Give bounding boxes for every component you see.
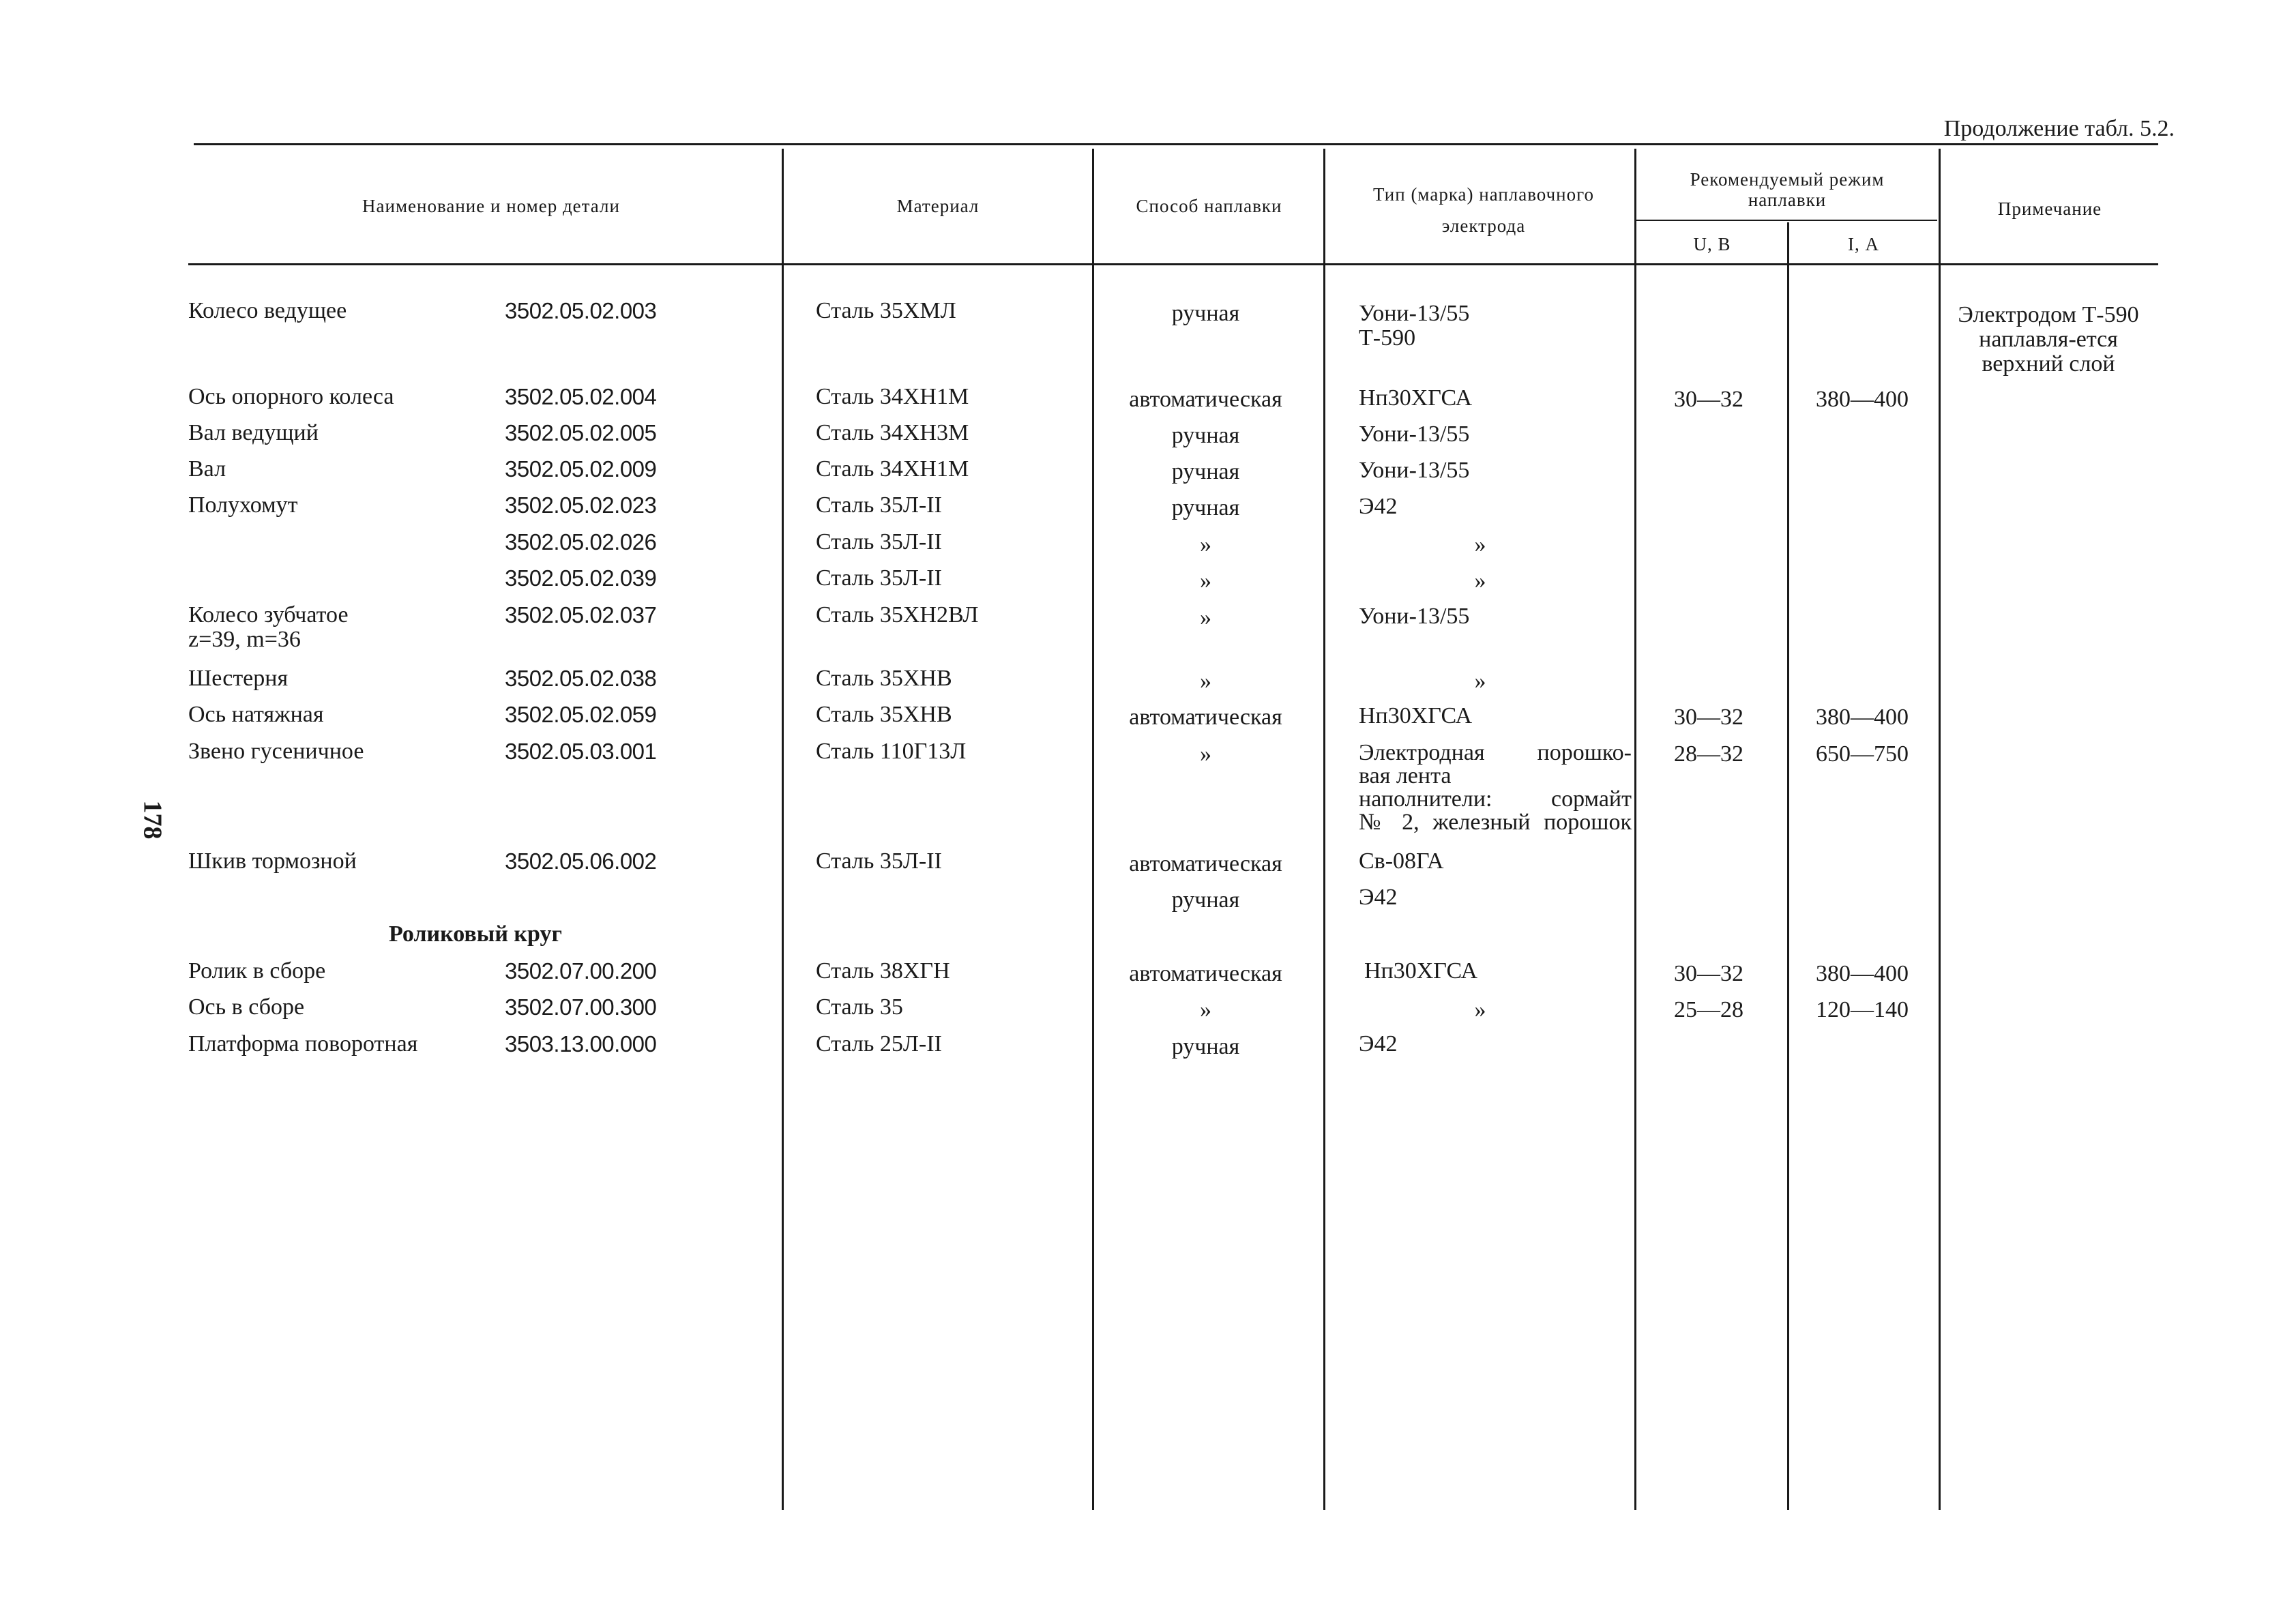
electrode: Уони-13/55 (1359, 301, 1470, 326)
electrode-line-2: вая лента (1359, 763, 1452, 788)
material: Сталь 38ХГН (816, 958, 950, 984)
method: » (1200, 668, 1211, 694)
material: Сталь 35Л-II (816, 848, 942, 874)
material: Сталь 35Л-II (816, 529, 942, 555)
current: 120—140 (1816, 997, 1909, 1022)
note: Электродом Т-590 наплавля-ется верхний слой (1958, 302, 2139, 376)
header-method: Способ наплавки (1136, 196, 1282, 216)
voltage: 30—32 (1674, 961, 1743, 986)
method: » (1200, 997, 1211, 1022)
voltage: 28—32 (1674, 741, 1743, 767)
part-number: 3502.05.02.026 (505, 529, 657, 555)
part-name: Шестерня (188, 666, 289, 691)
method: автоматическая (1129, 961, 1282, 986)
column-divider-mode (1634, 149, 1636, 1510)
method: ручная (1171, 423, 1240, 448)
electrode: Э42 (1359, 1031, 1398, 1056)
part-name: Ролик в сборе (188, 958, 326, 984)
material: Сталь 35 (816, 994, 903, 1020)
header-name-number: Наименование и номер детали (362, 196, 620, 216)
method: » (1200, 532, 1211, 557)
part-number: 3502.05.02.009 (505, 456, 657, 482)
electrode: Нп30ХГСА (1359, 385, 1473, 411)
electrode: » (1474, 668, 1486, 694)
voltage: 30—32 (1674, 705, 1743, 730)
method: автоматическая (1129, 851, 1282, 876)
part-number: 3502.05.02.005 (505, 420, 657, 445)
column-divider-u-i (1787, 222, 1789, 1510)
part-number: 3502.07.00.300 (505, 994, 657, 1020)
part-name: Платформа поворотная (188, 1031, 418, 1056)
method: » (1200, 605, 1211, 630)
header-note: Примечание (1997, 198, 2102, 219)
part-name: Шкив тормозной (188, 848, 357, 874)
part-name: Вал ведущий (188, 420, 319, 445)
method: ручная (1171, 887, 1240, 913)
column-divider-material (782, 149, 784, 1510)
electrode: Уони-13/55 (1359, 422, 1470, 447)
material: Сталь 35Л-II (816, 565, 942, 591)
method: ручная (1171, 1034, 1240, 1059)
voltage: 25—28 (1674, 997, 1743, 1022)
table-continuation-label: Продолжение табл. 5.2. (1943, 116, 2175, 141)
header-material: Материал (896, 196, 980, 216)
method: автоматическая (1129, 387, 1282, 412)
section-heading: Роликовый круг (389, 921, 562, 947)
part-number: 3502.05.02.003 (505, 298, 657, 323)
part-number: 3502.05.03.001 (505, 739, 657, 764)
header-i: I, А (1848, 234, 1879, 254)
voltage: 30—32 (1674, 387, 1743, 412)
method: ручная (1171, 301, 1240, 326)
mode-subheader-rule (1636, 220, 1937, 221)
electrode: Св-08ГА (1359, 848, 1444, 874)
electrode: Нп30ХГСА (1364, 958, 1478, 984)
material: Сталь 34ХН1М (816, 456, 969, 482)
part-number: 3502.05.02.023 (505, 492, 657, 518)
electrode-line-1: Электродная порошко- (1359, 740, 1632, 765)
current: 380—400 (1816, 705, 1909, 730)
part-name: Вал (188, 456, 226, 482)
electrode-second: Т-590 (1359, 325, 1416, 351)
method: » (1200, 741, 1211, 767)
material: Сталь 35ХНВ (816, 702, 952, 727)
part-number: 3502.05.06.002 (505, 848, 657, 874)
part-name: Ось натяжная (188, 702, 324, 727)
part-number: 3503.13.00.000 (505, 1031, 657, 1056)
material: Сталь 34ХН1М (816, 384, 969, 409)
electrode-line-4: № 2, железный порошок (1359, 810, 1632, 835)
electrode: Нп30ХГСА (1359, 703, 1473, 728)
electrode: Уони-13/55 (1359, 458, 1470, 483)
material: Сталь 35ХН2ВЛ (816, 602, 979, 627)
current: 650—750 (1816, 741, 1909, 767)
method: ручная (1171, 459, 1240, 484)
material: Сталь 25Л-II (816, 1031, 942, 1056)
electrode: » (1474, 997, 1486, 1022)
table-top-rule (194, 143, 2158, 145)
page-number: 178 (138, 800, 167, 840)
material: Сталь 34ХН3М (816, 420, 969, 445)
part-name: Ось в сборе (188, 994, 305, 1020)
material: Сталь 35Л-II (816, 492, 942, 518)
material: Сталь 35ХМЛ (816, 298, 956, 323)
method: ручная (1171, 495, 1240, 520)
part-name-params: z=39, m=36 (188, 627, 301, 652)
material: Сталь 110Г13Л (816, 739, 967, 764)
electrode: » (1474, 532, 1486, 557)
part-number: 3502.05.02.004 (505, 384, 657, 409)
table-header-bottom-rule (188, 263, 2158, 265)
part-number: 3502.05.02.059 (505, 702, 657, 727)
part-number: 3502.05.02.039 (505, 565, 657, 591)
electrode: Э42 (1359, 494, 1398, 519)
current: 380—400 (1816, 961, 1909, 986)
method: » (1200, 568, 1211, 593)
part-number: 3502.05.02.038 (505, 666, 657, 691)
electrode: » (1474, 568, 1486, 593)
electrode-line-3: наполнители: сормайт (1359, 786, 1632, 812)
part-name: Звено гусеничное (188, 739, 364, 764)
part-number: 3502.07.00.200 (505, 958, 657, 984)
electrode: Э42 (1359, 885, 1398, 910)
current: 380—400 (1816, 387, 1909, 412)
material: Сталь 35ХНВ (816, 666, 952, 691)
column-divider-method (1092, 149, 1094, 1510)
electrode: Уони-13/55 (1359, 604, 1470, 629)
part-name: Колесо ведущее (188, 298, 347, 323)
method: автоматическая (1129, 705, 1282, 730)
part-name: Ось опорного колеса (188, 384, 394, 409)
column-divider-electrode (1323, 149, 1325, 1510)
part-name: Полухомут (188, 492, 298, 518)
header-electrode: Тип (марка) наплавочного электрода (1372, 184, 1595, 236)
header-u: U, В (1693, 234, 1731, 254)
part-name: Колесо зубчатое (188, 602, 349, 627)
part-number: 3502.05.02.037 (505, 602, 657, 627)
header-mode: Рекомендуемый режим наплавки (1690, 169, 1885, 210)
